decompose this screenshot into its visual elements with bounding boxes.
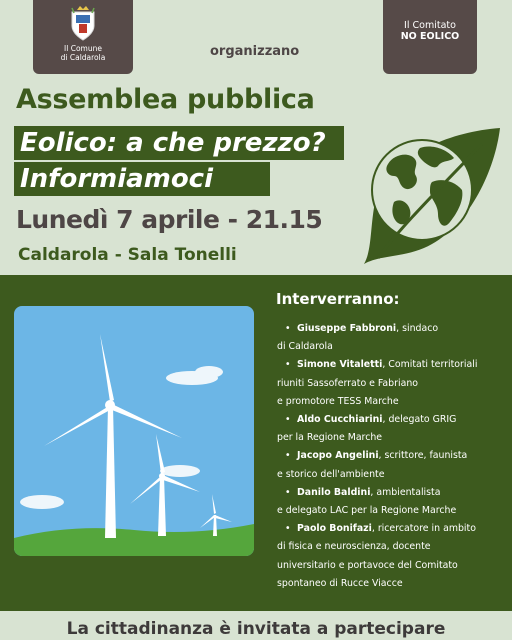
organizer-label: organizzano <box>210 44 300 59</box>
speaker-item <box>277 320 499 356</box>
speaker-role-line: e delegato LAC per la Regione Marche <box>277 505 457 517</box>
speaker-role: , ambientalista <box>370 486 441 498</box>
speaker-name: Jacopo Angelini <box>297 450 379 462</box>
speaker-role-line: e storico dell'ambiente <box>277 468 385 480</box>
speaker-name: Giuseppe Fabbroni <box>297 323 397 334</box>
speaker-role-line: per la Regione Marche <box>277 432 383 444</box>
speaker-name: Simone Vitaletti <box>297 359 383 371</box>
event-title: Assemblea pubblica <box>16 84 315 115</box>
speaker-role-line: riuniti Sassoferrato e Fabriano <box>277 377 419 389</box>
comitato-line1: Il Comitato <box>404 20 456 31</box>
speaker-item <box>277 447 499 483</box>
invitation-footer: La cittadinanza è invitata a partecipare <box>66 619 446 639</box>
speakers-heading: Interverranno: <box>276 290 400 308</box>
speaker-item <box>277 520 499 593</box>
town-crest-icon <box>68 4 98 42</box>
speaker-role: , Comitati territoriali <box>382 359 478 371</box>
comitato-tab <box>383 0 477 74</box>
speaker-role: , sindaco <box>396 323 439 334</box>
speaker-role-line: spontaneo di Rucce Viacce <box>277 577 403 589</box>
wind-turbines-image <box>14 306 254 556</box>
comune-line1: Il Comune <box>64 44 102 53</box>
speakers-list <box>277 320 499 593</box>
speaker-name: Aldo Cucchiarini <box>297 414 383 426</box>
speaker-name: Danilo Baldini <box>297 486 371 498</box>
speaker-role: , ricercatore in ambito <box>371 523 476 535</box>
speaker-role: , delegato GRIG <box>382 414 457 426</box>
speaker-role: , scrittore, faunista <box>378 450 468 462</box>
speaker-role-line: e promotore TESS Marche <box>277 395 399 407</box>
speaker-item <box>277 484 499 520</box>
event-date: Lunedì 7 aprile - 21.15 <box>16 205 323 234</box>
comitato-line2: NO EOLICO <box>400 31 460 42</box>
speaker-item <box>277 356 499 411</box>
speaker-item <box>277 411 499 447</box>
speaker-name: Paolo Bonifazi <box>297 523 372 535</box>
globe-leaf-icon <box>350 118 508 264</box>
event-banner-line1: Eolico: a che prezzo? <box>14 126 344 160</box>
speaker-role-line: di fisica e neuroscienza, docente <box>277 541 431 553</box>
comune-caldarola-tab <box>33 0 133 74</box>
event-banner-line2: Informiamoci <box>14 162 270 196</box>
event-venue: Caldarola - Sala Tonelli <box>18 245 237 265</box>
comune-line2: di Caldarola <box>60 53 106 62</box>
speaker-role-line: universitario e portavoce del Comitato <box>277 559 458 571</box>
speaker-role-line: di Caldarola <box>277 341 333 353</box>
